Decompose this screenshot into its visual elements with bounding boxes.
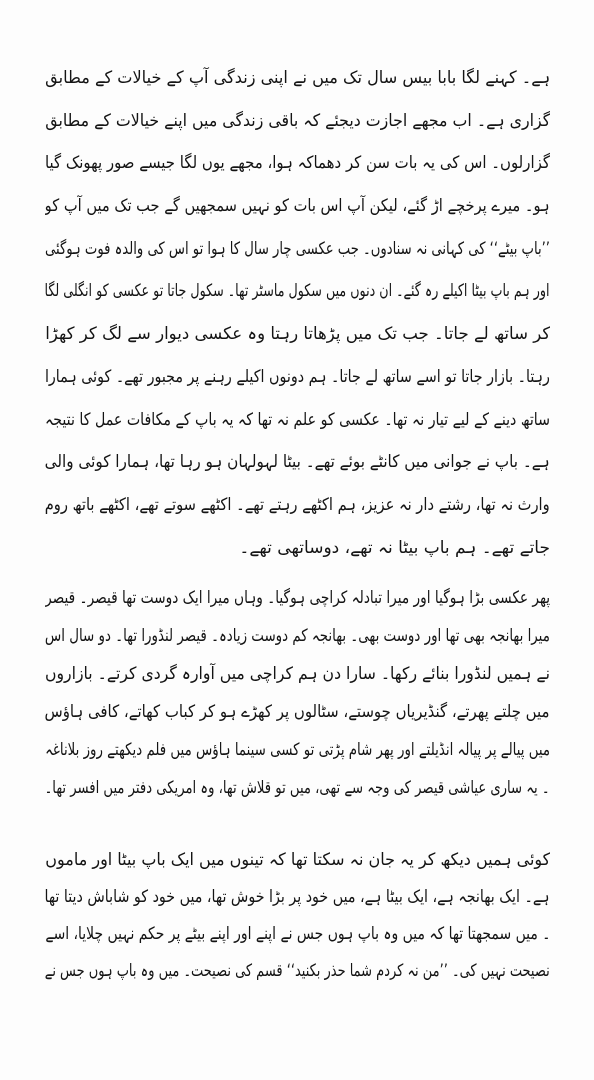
line-text: میں چلتے پھرتے، گنڈیریاں چوستے، سٹالوں پر کھڑے ہو کر کباب کھاتے، کافی ہاؤس [45,702,550,722]
line-text: کر ساتھ لے جاتا۔ جب تک میں پڑھاتا رہتا وہ عکسی دیوار سے لگ کر کھڑا [45,324,550,345]
line-text: میں پیالے پر پیالہ انڈیلتے اور پھر شام پڑتی تو کسی سینما ہاؤس میں فلم دیکھتے روز بلاناغہ [45,740,550,760]
line-text: گزاری ہے۔ اب مجھے اجازت دیجئے کہ باقی زندگی میں اپنے خیالات کے مطابق [45,110,550,131]
line-text: گزارلوں۔ اس کی یہ بات سن کر دھماکہ ہوا، مجھے یوں لگا جیسے صور پھونک گیا [45,153,550,174]
text-line [45,270,550,313]
text-line [45,228,550,271]
text-line [45,731,550,769]
line-text: ۔ یہ ساری عیاشی قیصر کی وجہ سے تھی، میں تو قلاش تھا، وہ امریکی دفتر میں افسر تھا۔ [45,778,550,798]
line-text: رہتا۔ بازار جاتا تو اسے ساتھ لے جاتا۔ ہم دونوں اکیلے رہنے پر مجبور تھے۔ کوئی ہمارا [45,366,550,387]
line-text: وارث نہ تھا، رشتے دار نہ عزیز، ہم اکٹھے رہتے تھے۔ اکٹھے سوتے تھے، اکٹھے باتھ روم [45,494,550,515]
text-line [45,100,550,143]
paragraph-2 [45,579,550,807]
text-line [45,693,550,731]
text-line [45,655,550,693]
line-text: ہے۔ باپ نے جوانی میں کانٹے بوئے تھے۔ بیٹا لہولہان ہو رہا تھا، ہمارا کوئی والی [45,452,550,473]
line-text: میرا بھانجہ بھی تھا اور دوست بھی۔ بھانجہ کم دوست زیادہ۔ قیصر لنڈورا تھا۔ دو سال اس [45,626,550,646]
line-text: ہو۔ میرے پرخچے اڑ گئے، لیکن آپ اس بات کو نہیں سمجھیں گے جب تک میں آپ کو [45,196,550,217]
line-text: ۔ میں سمجھتا تھا کہ میں وہ باپ ہوں جس نے اپنے اور اپنے بیٹے پر حکم نہیں چلایا، اسے [45,924,550,944]
line-text: ہے۔ کہنے لگا بابا بیس سال تک میں نے اپنی زندگی آپ کے خیالات کے مطابق [45,68,550,88]
line-text: پھر عکسی بڑا ہوگیا اور میرا تبادلہ کراچی ہوگیا۔ وہاں میرا ایک دوست تھا قیصر۔ قیصر [45,588,550,608]
text-line [45,527,550,570]
line-text: ساتھ دینے کے لیے تیار نہ تھا۔ عکسی کو علم نہ تھا کہ یہ باپ کے مکافات عمل کا نتیجہ [45,409,550,430]
text-line [45,953,550,990]
text-line [45,313,550,356]
line-text: نصیحت نہیں کی۔ ’’من نہ کردم شما حذر بکنید‘‘ قسم کی نصیحت۔ میں وہ باپ ہوں جس نے [45,961,550,981]
line-text: ’’باپ بیٹے‘‘ کی کہانی نہ سنادوں۔ جب عکسی چار سال کا ہوا تو اس کی والدہ فوت ہوگئی [45,238,550,259]
text-line [45,57,550,100]
text-line [45,185,550,228]
line-text: نے ہمیں لنڈورا بنائے رکھا۔ سارا دن ہم کراچی میں آوارہ گردی کرتے۔ بازاروں [45,664,550,684]
line-text: اور ہم باپ بیٹا اکیلے رہ گئے۔ ان دنوں میں سکول ماسٹر تھا۔ سکول جاتا تو عکسی کو انگلی لگا [45,281,550,302]
text-line [45,916,550,953]
text-line [45,399,550,442]
line-text: جاتے تھے۔ ہم باپ بیٹا نہ تھے، دوساتھی تھے۔ [239,537,550,558]
paragraph-1 [45,57,550,569]
text-line [45,356,550,399]
text-line [45,617,550,655]
text-line [45,579,550,617]
paragraph-3 [45,842,550,990]
text-line [45,484,550,527]
text-line [45,441,550,484]
line-text: کوئی ہمیں دیکھ کر یہ جان نہ سکتا تھا کہ تینوں میں ایک باپ بیٹا اور ماموں [45,850,550,870]
text-line [45,769,550,807]
text-line [45,142,550,185]
line-text: ہے۔ ایک بھانجہ ہے، ایک بیٹا ہے، میں خود پر بڑا خوش تھا، میں خود کو شاباش دیتا تھا [45,887,550,907]
text-line [45,842,550,879]
text-line [45,879,550,916]
